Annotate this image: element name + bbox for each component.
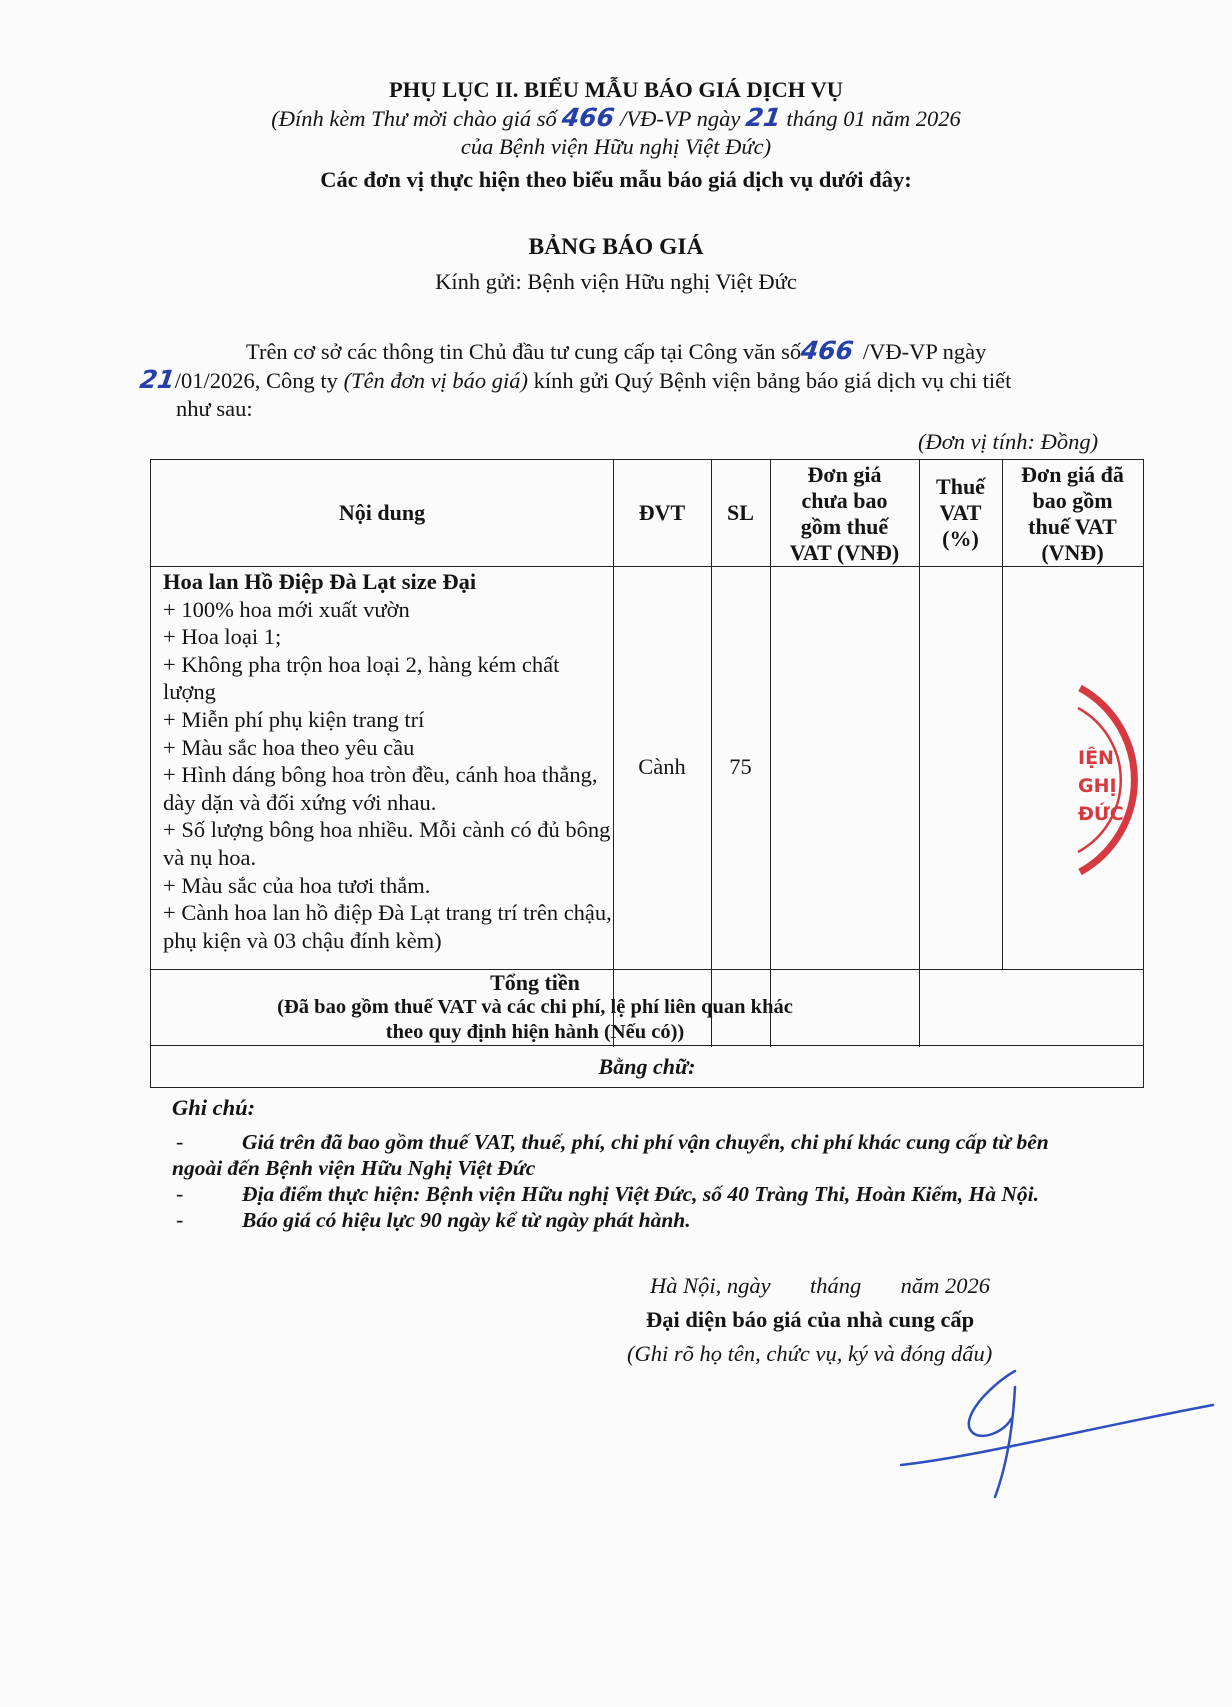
quote-title: BẢNG BÁO GIÁ xyxy=(528,234,704,260)
stamp-text-line: IỆN xyxy=(1078,747,1114,769)
header-vat-line: VAT xyxy=(939,500,982,525)
note-item: Báo giá có hiệu lực 90 ngày kể từ ngày phát hành. xyxy=(242,1208,691,1232)
attachment-mid: /VĐ-VP ngày xyxy=(620,106,741,131)
handwritten-intro-number: 466 xyxy=(799,336,856,365)
item-detail: + Không pha trộn hoa loại 2, hàng kém chất lượng xyxy=(163,651,560,705)
red-seal-stamp xyxy=(1050,670,1200,890)
item-detail: + Miễn phí phụ kiện trang trí xyxy=(163,706,425,732)
intro-line-3: như sau: xyxy=(176,396,253,421)
note-bullet: - xyxy=(176,1181,184,1206)
header-vat-line: Thuế xyxy=(936,474,985,499)
place-and-date: Hà Nội, ngày tháng năm 2026 xyxy=(650,1273,990,1298)
item-quantity: 75 xyxy=(729,754,752,779)
header-price-ex-vat xyxy=(770,462,919,566)
header-price-inc-vat-line: bao gồm xyxy=(1032,488,1113,513)
attachment-suffix: tháng 01 năm 2026 xyxy=(786,106,961,131)
header-price-inc-vat-line: thuế VAT xyxy=(1028,514,1117,539)
attachment-reference xyxy=(0,104,1232,133)
intro-text-3: /01/2026, Công ty xyxy=(174,368,338,393)
item-unit: Cành xyxy=(638,754,686,779)
intro-text-1: Trên cơ sở các thông tin Chủ đầu tư cung cấp tại Công văn số xyxy=(246,339,802,364)
note-bullet: - xyxy=(176,1207,184,1232)
intro-line-2 xyxy=(140,366,1011,395)
item-detail: + Màu sắc hoa theo yêu cầu xyxy=(163,734,415,760)
signature-stroke xyxy=(901,1405,1213,1465)
item-detail: + Hình dáng bông hoa tròn đều, cánh hoa thẳng, dày dặn và đối xứng với nhau. xyxy=(163,762,598,815)
total-label-block xyxy=(151,970,919,1045)
header-quantity: SL xyxy=(727,500,754,525)
signature-stroke xyxy=(969,1371,1015,1436)
total-note: theo quy định hiện hành (Nếu có)) xyxy=(385,1021,685,1043)
handwritten-letter-number: 466 xyxy=(560,103,617,132)
note-item: Giá trên đã bao gồm thuế VAT, thuế, phí, chi phí vận chuyển, chi phí khác cung cấp từ bên xyxy=(242,1130,1049,1154)
header-vat xyxy=(919,474,1002,552)
item-name: Hoa lan Hồ Điệp Đà Lạt size Đại xyxy=(163,569,477,594)
header-unit: ĐVT xyxy=(638,500,686,525)
total-label: Tổng tiền xyxy=(490,970,580,995)
table-divider xyxy=(151,566,1143,567)
handwritten-letter-day: 21 xyxy=(744,103,783,132)
currency-unit-note: (Đơn vị tính: Đồng) xyxy=(918,429,1099,454)
appendix-title: PHỤ LỤC II. BIỂU MẪU BÁO GIÁ DỊCH VỤ xyxy=(389,77,843,102)
note-bullet: - xyxy=(176,1129,184,1154)
header-price-inc-vat-line: (VNĐ) xyxy=(1041,540,1104,565)
intro-company-placeholder: (Tên đơn vị báo giá) xyxy=(343,368,529,393)
header-price-ex-vat-line: chưa bao xyxy=(801,488,888,513)
handwritten-intro-day: 21 xyxy=(138,365,177,394)
signature-stroke xyxy=(995,1387,1015,1497)
intro-text-4: kính gửi Quý Bệnh viện bảng báo giá dịch vụ chi tiết xyxy=(533,368,1012,393)
table-divider xyxy=(151,1045,1143,1046)
intro-line-1 xyxy=(246,337,986,366)
header-price-ex-vat-line: gồm thuế xyxy=(800,514,889,539)
attachment-prefix: (Đính kèm Thư mời chào giá số xyxy=(271,106,557,131)
attachment-issuer: của Bệnh viện Hữu nghị Việt Đức) xyxy=(460,134,772,159)
handwritten-signature xyxy=(895,1365,1215,1505)
note-item: Địa điểm thực hiện: Bệnh viện Hữu nghị Việt Đức, số 40 Tràng Thi, Hoàn Kiếm, Hà Nội. xyxy=(242,1182,1039,1206)
header-price-ex-vat-line: Đơn giá xyxy=(807,462,882,487)
instruction-heading: Các đơn vị thực hiện theo biểu mẫu báo giá dịch vụ dưới đây: xyxy=(320,167,912,192)
signature-instruction: (Ghi rõ họ tên, chức vụ, ký và đóng dấu) xyxy=(627,1341,993,1366)
header-price-inc-vat xyxy=(1002,462,1143,566)
representative-title: Đại diện báo giá của nhà cung cấp xyxy=(646,1307,975,1332)
item-detail: + Số lượng bông hoa nhiều. Mỗi cành có đủ bông và nụ hoa. xyxy=(163,817,611,870)
stamp-text xyxy=(1078,744,1124,828)
item-detail: + Màu sắc của hoa tươi thắm. xyxy=(163,872,431,898)
quote-recipient: Kính gửi: Bệnh viện Hữu nghị Việt Đức xyxy=(435,269,797,294)
intro-text-2: /VĐ-VP ngày xyxy=(862,339,987,364)
note-item-continuation: ngoài đến Bệnh viện Hữu Nghị Việt Đức xyxy=(172,1156,536,1180)
total-note: (Đã bao gồm thuế VAT và các chi phí, lệ phí liên quan khác xyxy=(277,996,793,1018)
header-price-inc-vat-line: Đơn giá đã xyxy=(1021,462,1124,487)
amount-in-words-label: Bằng chữ: xyxy=(598,1054,696,1079)
item-detail: + 100% hoa mới xuất vườn xyxy=(163,596,410,622)
stamp-text-line: GHỊ xyxy=(1078,775,1117,797)
item-detail: + Cành hoa lan hồ điệp Đà Lạt trang trí trên chậu, phụ kiện và 03 chậu đính kèm) xyxy=(163,900,612,953)
item-description xyxy=(163,568,613,954)
header-content: Nội dung xyxy=(338,500,426,525)
header-vat-line: (%) xyxy=(942,526,979,551)
item-detail: + Hoa loại 1; xyxy=(163,624,282,650)
header-price-ex-vat-line: VAT (VNĐ) xyxy=(789,540,900,565)
notes-title: Ghi chú: xyxy=(172,1095,256,1120)
stamp-text-line: ĐỨC xyxy=(1078,803,1124,825)
quotation-table xyxy=(150,459,1144,1088)
